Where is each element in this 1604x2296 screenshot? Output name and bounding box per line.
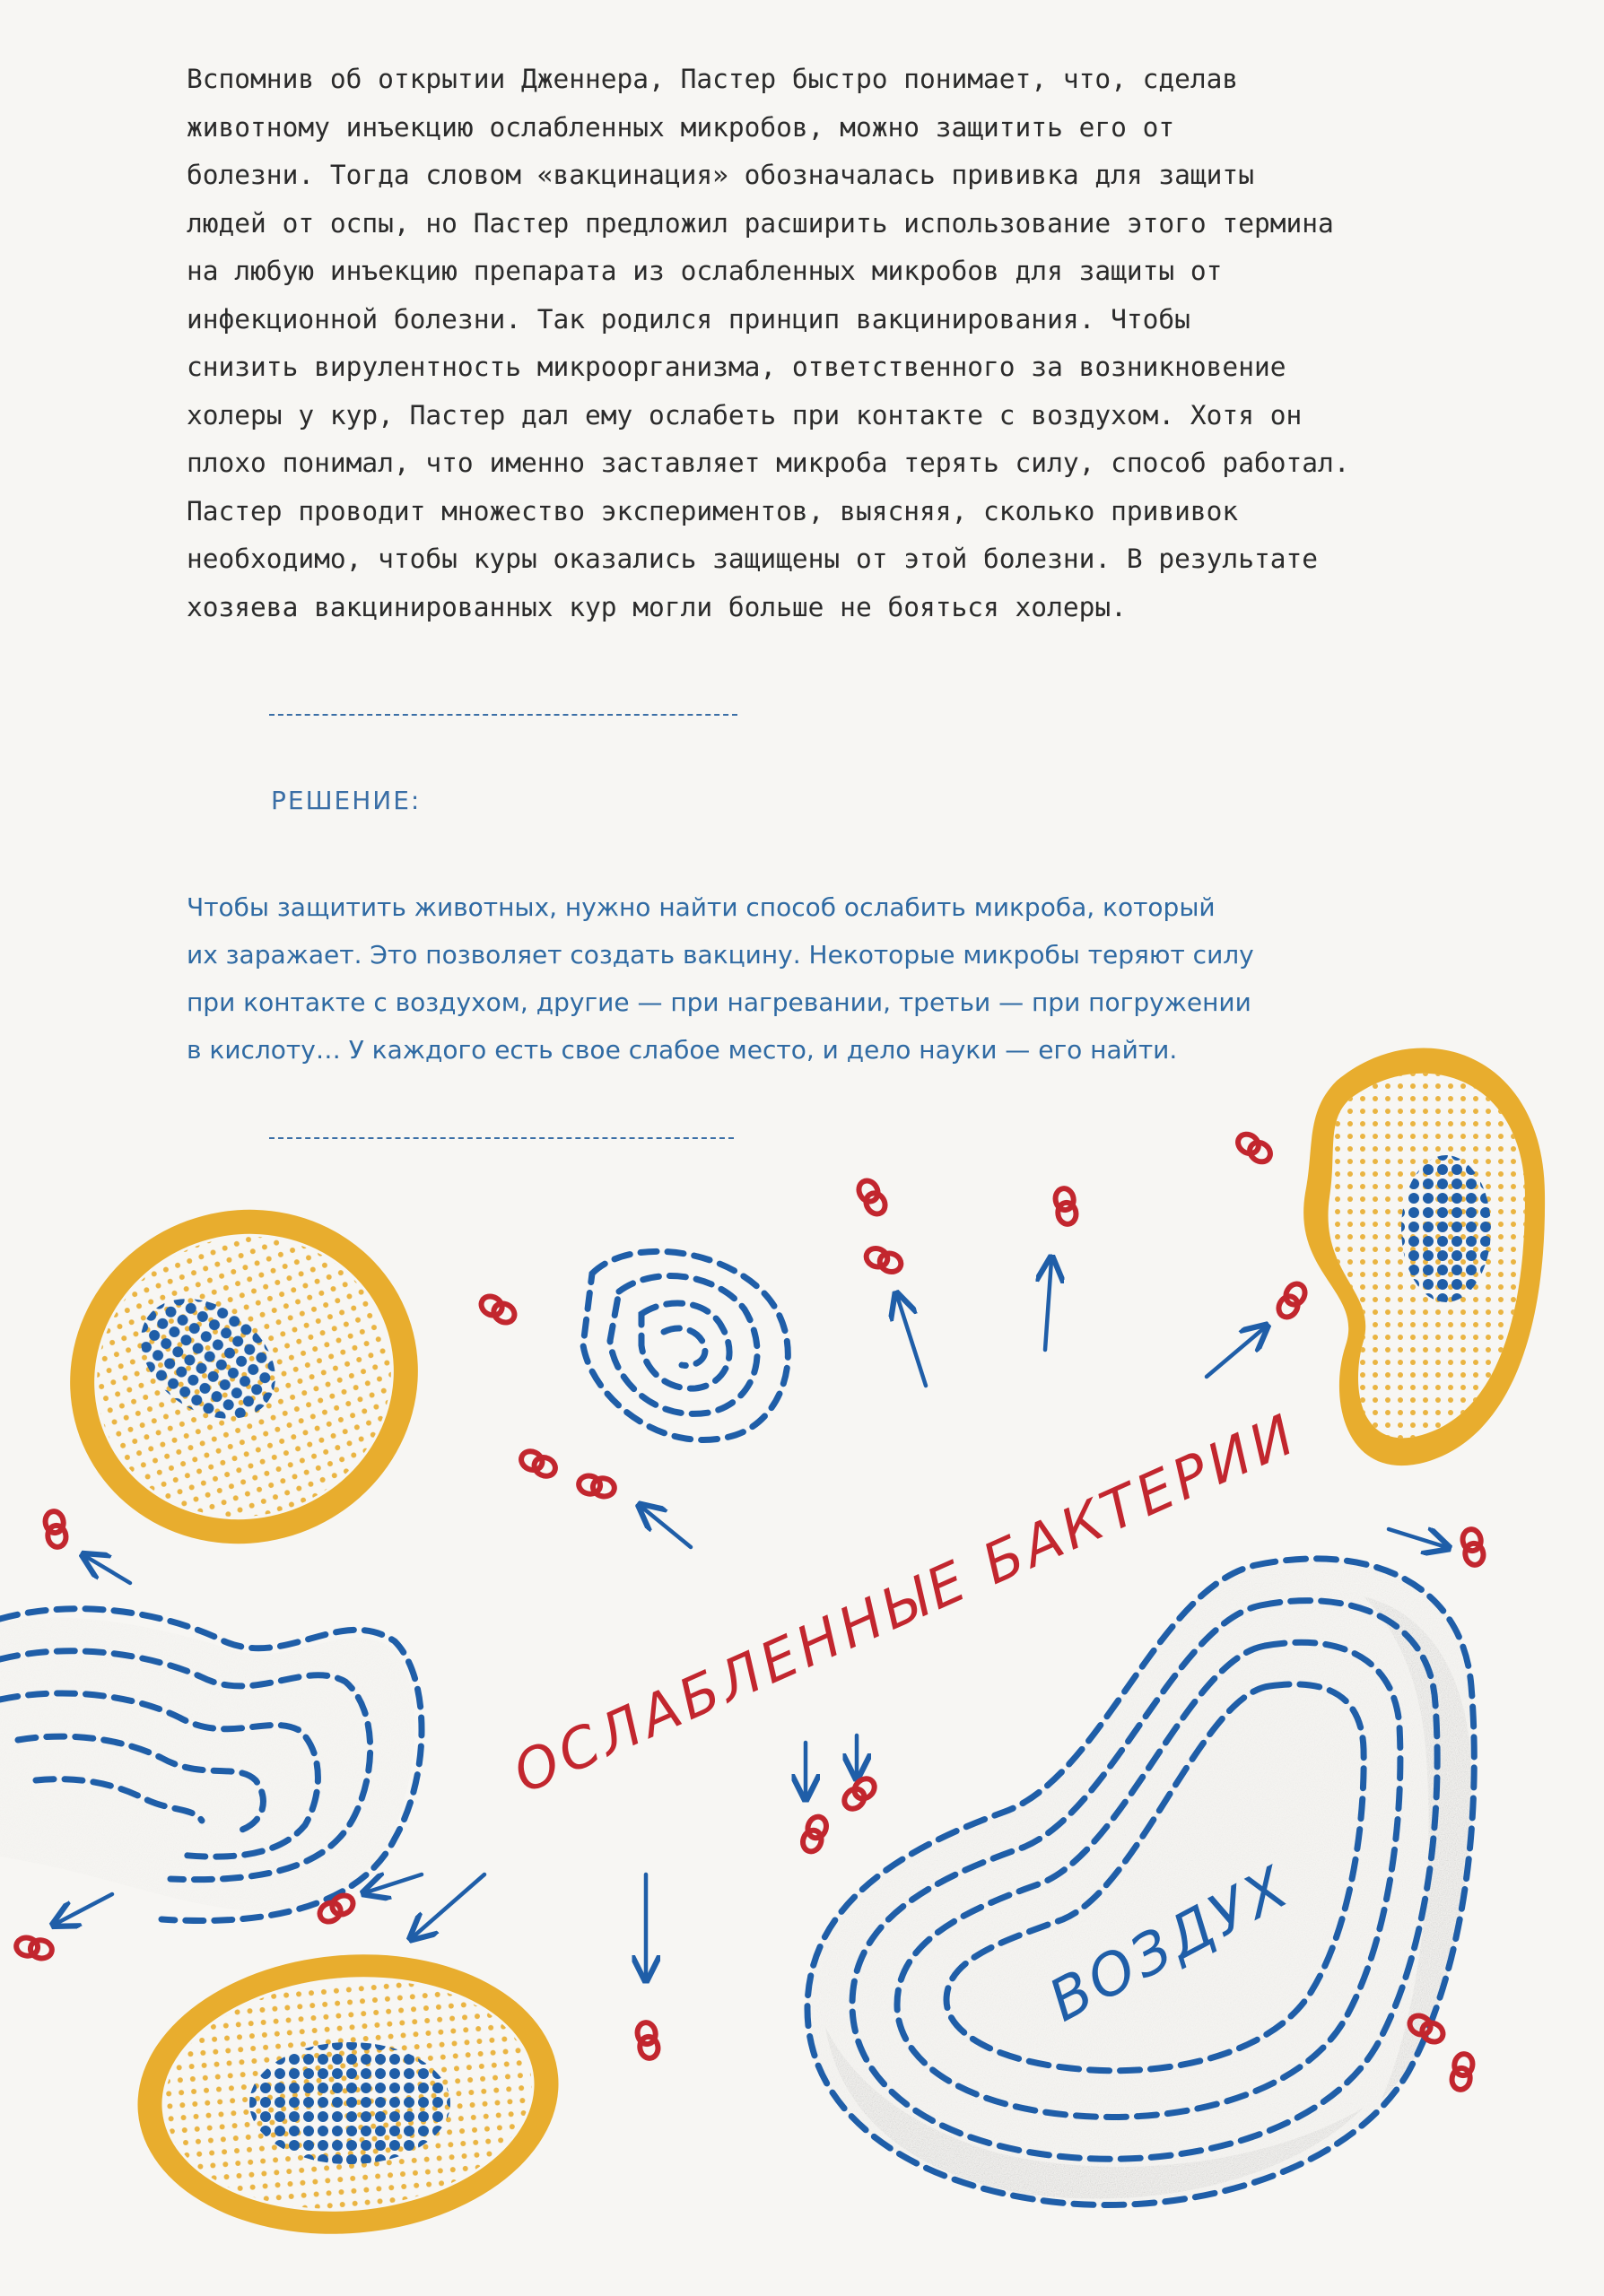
arrow-icon (413, 1874, 484, 1937)
intro-line: инфекционной болезни. Так родился принцип вакцинирования. Чтобы (187, 303, 1190, 335)
solution-line: Чтобы защитить животных, нужно найти способ ослабить микроба, который (187, 892, 1216, 922)
intro-line: животному инъекцию ослабленных микробов, можно защитить его от (187, 111, 1175, 143)
arrow-icon (366, 1874, 422, 1892)
dashed-divider (269, 714, 737, 716)
bacterium-icon (1461, 1528, 1486, 1567)
bacterium-icon (1054, 1187, 1078, 1226)
weakened-bacteria-label: ОСЛАБЛЕННЫЕ БАКТЕРИИ (503, 1400, 1308, 1806)
arrow-icon (85, 1556, 130, 1583)
intro-line: Пастер проводит множество экспериментов, выясняя, сколько прививок (187, 495, 1239, 526)
intro-line: людей от оспы, но Пастер предложил расширить использование этого термина (187, 207, 1334, 239)
solution-line: их заражает. Это позволяет создать вакцину. Некоторые микробы теряют силу (187, 940, 1254, 970)
arrow-icon (641, 1507, 691, 1547)
bacterium-icon (636, 2022, 660, 2060)
bacterium-icon (578, 1474, 616, 1499)
yellow-cell-bottom-left (126, 1937, 570, 2251)
solution-line: при контакте с воздухом, другие — при нагревании, третьи — при погружении (187, 987, 1251, 1017)
intro-line: необходимо, чтобы куры оказались защищены от этой болезни. В результате (187, 544, 1318, 574)
bacterium-icon (864, 1246, 903, 1274)
bacterium-icon (44, 1510, 68, 1549)
yellow-cell-top-right (1303, 1048, 1545, 1465)
bacterium-icon (1451, 2053, 1475, 2092)
intro-line: плохо понимал, что именно заставляет микроба терять силу, способ работал. (187, 448, 1350, 478)
arrow-icon (1389, 1529, 1446, 1547)
bacterium-icon (519, 1448, 559, 1479)
intro-line: хозяева вакцинированных кур могли больше не бояться холеры. (187, 591, 1127, 622)
bacterium-icon (855, 1178, 888, 1218)
intro-line: Вспомнив об открытии Дженнера, Пастер быстро понимает, что, сделав (187, 64, 1239, 94)
bacterium-icon (15, 1936, 54, 1961)
arrow-icon (897, 1296, 926, 1386)
bacterium-icon (1234, 1130, 1274, 1165)
arrow-icon (1207, 1327, 1265, 1377)
bacterium-icon (800, 1814, 829, 1854)
arrow-icon (1045, 1260, 1051, 1350)
bacterium-icon (478, 1292, 519, 1326)
solution-line: в кислоту… У каждого есть свое слабое место, и дело науки — его найти. (187, 1035, 1178, 1065)
arrow-icon (56, 1894, 112, 1924)
bacterium-icon (841, 1775, 878, 1813)
intro-paragraph (187, 56, 1353, 631)
intro-line: на любую инъекцию препарата из ослабленных микробов для защиты от (187, 256, 1223, 286)
bacteria-illustration (0, 1022, 1604, 2296)
intro-line: болезни. Тогда словом «вакцинация» обозначалась прививка для защиты (187, 160, 1254, 190)
air-label: ВОЗДУХ (1038, 1853, 1302, 2036)
dashed-bean-air (807, 1559, 1474, 2205)
bacterium-icon (1275, 1281, 1308, 1321)
yellow-cell-top-left (22, 1161, 465, 1592)
solution-heading: РЕШЕНИЕ: (271, 786, 422, 815)
dashed-whorl-small (583, 1251, 788, 1439)
dashed-cloud-left (0, 1609, 422, 1921)
intro-line: холеры у кур, Пастер дал ему ослабеть при контакте с воздухом. Хотя он (187, 399, 1303, 430)
intro-line: снизить вирулентность микроорганизма, ответственного за возникновение (187, 352, 1286, 382)
